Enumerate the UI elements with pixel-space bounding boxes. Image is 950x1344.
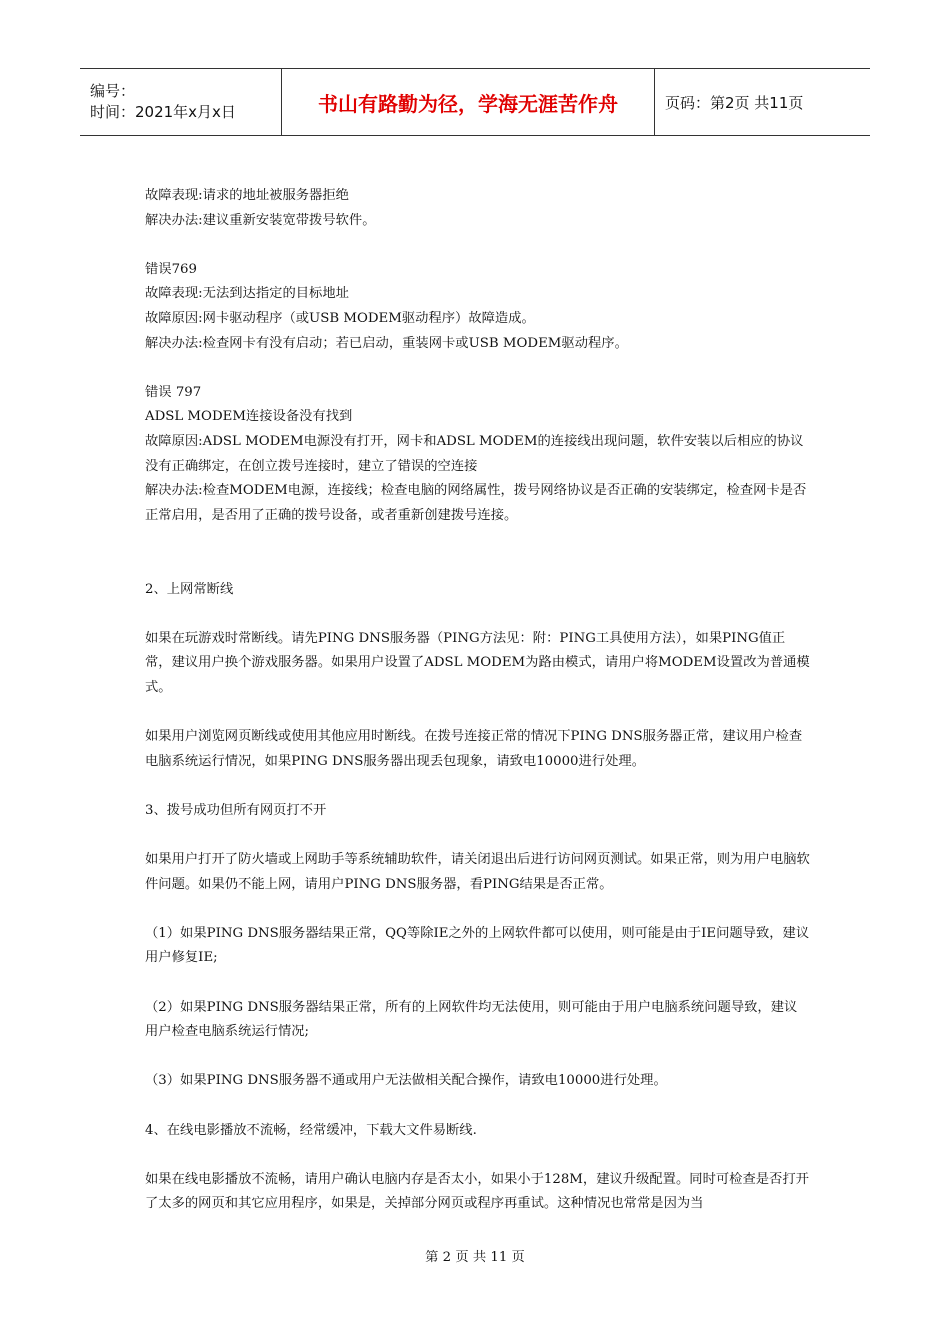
paragraph: 如果用户浏览网页断线或使用其他应用时断线。在拨号连接正常的情况下PING DNS服务器正常，建议用户检查电脑系统运行情况，如果PING DNS服务器出现丢包现象，请致电10000进行处理。: [145, 729, 803, 769]
section-heading: 2、上网常断线: [145, 581, 234, 597]
header-page-info: 页码：第2页 共11页: [665, 93, 804, 112]
paragraph: 故障原因:网卡驱动程序（或USB MODEM驱动程序）故障造成。: [145, 310, 535, 326]
paragraph: ADSL MODEM连接设备没有找到: [145, 409, 353, 425]
page-header: [80, 68, 870, 136]
paragraph: 解决办法:检查网卡有没有启动；若已启动，重装网卡或USB MODEM驱动程序。: [145, 335, 628, 351]
paragraph: 解决办法:检查MODEM电源，连接线；检查电脑的网络属性，拨号网络协议是否正确的安装绑定，检查网卡是否正常启用，是否用了正确的拨号设备，或者重新创建拨号连接。: [145, 483, 807, 523]
paragraph: 如果在线电影播放不流畅，请用户确认电脑内存是否太小，如果小于128M，建议升级配置。同时可检查是否打开了太多的网页和其它应用程序，如果是，关掉部分网页或程序再重试。这种情况也常常是因为当: [145, 1171, 809, 1212]
paragraph: 故障表现:无法到达指定的目标地址: [145, 286, 349, 302]
paragraph: 解决办法:建议重新安装宽带拨号软件。: [145, 212, 376, 228]
section-heading: 3、拨号成功但所有网页打不开: [145, 802, 327, 818]
header-motto-cell: [282, 69, 655, 135]
error-code-heading: 错误769: [145, 261, 197, 277]
document-date: 时间：2021年x月x日: [90, 103, 236, 121]
paragraph: （1）如果PING DNS服务器结果正常，QQ等除IE之外的上网软件都可以使用，则可能是由于IE问题导致，建议用户修复IE;: [145, 925, 810, 966]
section-heading: 4、在线电影播放不流畅，经常缓冲，下载大文件易断线.: [145, 1122, 477, 1138]
paragraph: （2）如果PING DNS服务器结果正常，所有的上网软件均无法使用，则可能由于用户电脑系统问题导致，建议用户检查电脑系统运行情况;: [145, 999, 798, 1040]
page-footer: 第 2 页 共 11 页: [425, 1250, 525, 1265]
header-motto: 书山有路勤为径，学海无涯苦作舟: [318, 91, 618, 116]
paragraph: 如果用户打开了防火墙或上网助手等系统辅助软件，请关闭退出后进行访问网页测试。如果正常，则为用户电脑软件问题。如果仍不能上网，请用户PING DNS服务器，看PING结果是否正常。: [145, 852, 810, 892]
paragraph: 故障原因:ADSL MODEM电源没有打开，网卡和ADSL MODEM的连接线出现问题，软件安装以后相应的协议没有正确绑定，在创立拨号连接时，建立了错误的空连接: [145, 433, 804, 474]
header-page-cell: [655, 69, 870, 135]
error-code-heading: 错误 797: [145, 384, 202, 400]
paragraph: 故障表现:请求的地址被服务器拒绝: [145, 188, 349, 203]
document-number-label: 编号：: [90, 82, 136, 100]
header-left-cell: [80, 69, 282, 135]
paragraph: （3）如果PING DNS服务器不通或用户无法做相关配合操作，请致电10000进行处理。: [145, 1073, 667, 1089]
paragraph: 如果在玩游戏时常断线。请先PING DNS服务器（PING方法见：附：PING工具使用方法），如果PING值正常，建议用户换个游戏服务器。如果用户设置了ADSL MODEM为路由模式，请用户将MODEM设置改为普通模式。: [145, 630, 810, 695]
document-body: [145, 184, 810, 1217]
